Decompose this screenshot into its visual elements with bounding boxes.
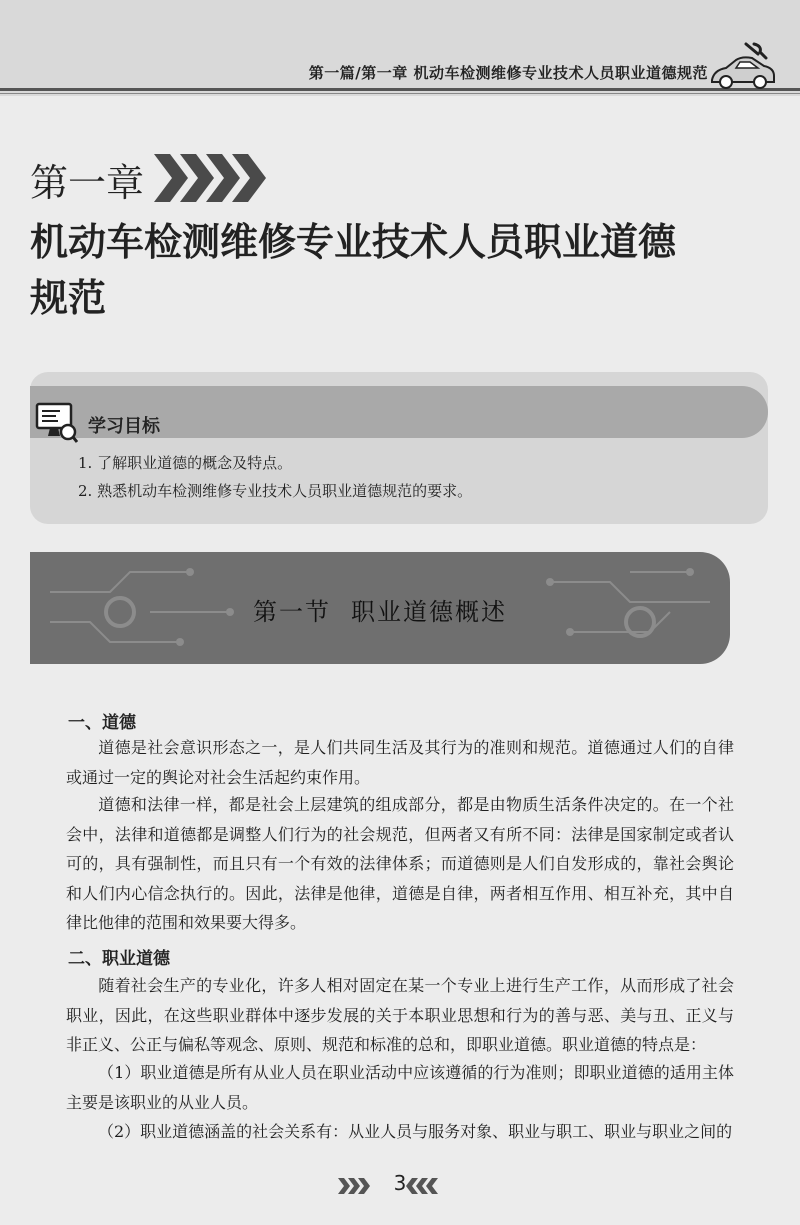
- chapter-title-line1: 机动车检测维修专业技术人员职业道德: [30, 220, 677, 264]
- monitor-check-icon: [34, 400, 78, 444]
- objective-item: 2. 熟悉机动车检测维修专业技术人员职业道德规范的要求。: [78, 482, 473, 500]
- paragraph: 道德是社会意识形态之一，是人们共同生活及其行为的准则和规范。道德通过人们的自律或通过一定的舆论对社会生活起约束作用。: [66, 738, 734, 787]
- chapter-title: [30, 214, 750, 326]
- chevron-arrows-icon: [150, 150, 270, 206]
- chapter-title-line2: 规范: [30, 276, 107, 320]
- chapter-label: 第一章: [30, 161, 145, 205]
- paragraph: （1）职业道德是所有从业人员在职业活动中应该遵循的行为准则；即职业道德的适用主体主要是该职业的从业人员。: [66, 1063, 734, 1112]
- heading-professional-ethics: 二、职业道德: [68, 949, 170, 969]
- paragraph: 随着社会生产的专业化，许多人相对固定在某一个专业上进行生产工作，从而形成了社会职业，因此，在这些职业群体中逐步发展的关于本职业思想和行为的善与恶、美与丑、正义与非正义、公正与偏私等观念、原则、规范和标准的总和，即职业道德。职业道德的特点是：: [66, 976, 734, 1054]
- learning-objectives-box: [30, 372, 768, 524]
- chevron-right-icon: [336, 1176, 376, 1196]
- page-number: 3: [393, 1171, 407, 1195]
- page-footer: [0, 1168, 800, 1208]
- paragraph: 道德和法律一样，都是社会上层建筑的组成部分，都是由物质生活条件决定的。在一个社会中，法律和道德都是调整人们行为的社会规范，但两者又有所不同：法律是国家制定或者认可的，具有强制性，而且只有一个有效的法律体系；而道德则是人们自发形成的，靠社会舆论和人们内心信念执行的。因此，法律是他律，道德是自律，两者相互作用、相互补充，其中自律比他律的范围和效果要大得多。: [66, 795, 734, 932]
- section-title: [30, 592, 730, 627]
- section-banner: [30, 552, 730, 664]
- running-head: 第一篇/第一章 机动车检测维修专业技术人员职业道德规范: [308, 64, 708, 82]
- section-number: 第一节: [253, 598, 331, 626]
- paragraph: （2）职业道德涵盖的社会关系有：从业人员与服务对象、职业与职工、职业与职业之间的: [98, 1122, 733, 1141]
- objective-item: 1. 了解职业道德的概念及特点。: [78, 454, 293, 472]
- header-rule: [0, 88, 800, 91]
- heading-morality: 一、道德: [68, 713, 136, 733]
- header-rule-thin: [0, 93, 800, 94]
- objectives-title: 学习目标: [88, 416, 160, 437]
- car-wrench-icon: [706, 42, 778, 92]
- section-name: 职业道德概述: [351, 598, 507, 626]
- chevron-left-icon: [400, 1176, 440, 1196]
